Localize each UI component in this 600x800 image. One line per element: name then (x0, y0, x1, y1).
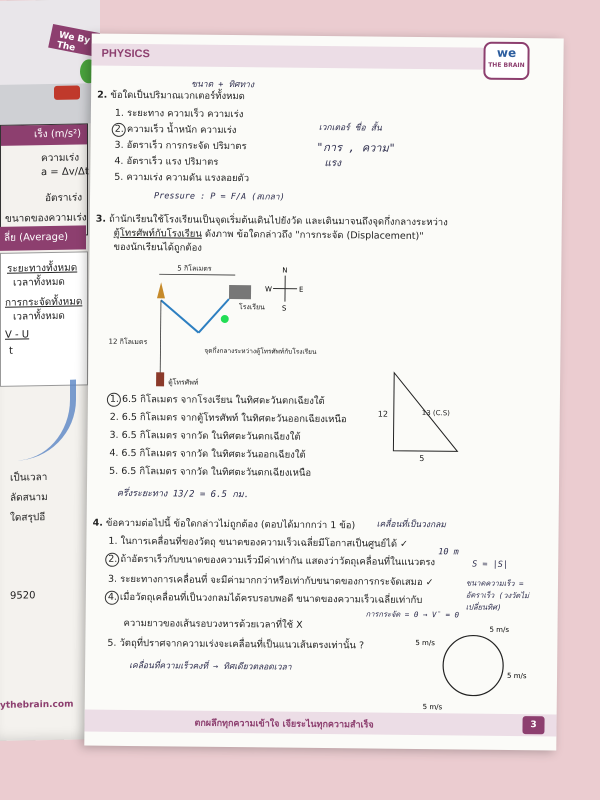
q4-option-5[interactable] (107, 638, 364, 653)
q4-circle-4 (105, 591, 119, 605)
q4-number: 4. (92, 517, 103, 529)
q2-handwritten-top: ขนาด + ทิศทาง (191, 79, 255, 91)
q4-stem (93, 518, 356, 533)
q2-opt3-text: อัตราเร็ว การกระจัด ปริมาตร (126, 139, 247, 153)
q4-stem-text: ข้อความต่อไปนี้ ข้อใดกล่าวไม่ถูกต้อง (ตอบได้มากกว่า 1 ข้อ) (105, 517, 356, 532)
circle-label-1: 5 m/s (415, 638, 435, 648)
circle-label-4: 5 m/s (489, 625, 510, 634)
q2-stem-text: ข้อใดเป็นปริมาณเวกเตอร์ทั้งหมด (110, 89, 245, 103)
q3-option-5[interactable] (109, 466, 311, 480)
q4-last-note: เคลื่อนที่ความเร็วคงที่ → ทิศเดียวตลอดเวลา (129, 660, 292, 673)
q3-number: 3. (95, 213, 107, 225)
triangle-side-b: 13 (C.S) (421, 409, 450, 418)
footer-slogan: ตกผลึกทุกความเข้าใจ เจียระไนทุกความสำเร็จ (194, 718, 374, 731)
left-table-row1: ความเร่ง (41, 152, 80, 165)
triangle-side-a: 12 (377, 409, 389, 419)
q2-opt3-num: 3. (114, 139, 124, 151)
walk-path-1 (161, 300, 199, 332)
q3-opt3-num: 3. (109, 429, 119, 441)
left-side-text3: ใดสรุปอี (10, 512, 46, 524)
q4-zero-note: การกระจัด = 0 → V̄ = 0 (365, 609, 460, 620)
circle-label-3: 5 m/s (422, 703, 443, 712)
q2-option-2[interactable] (115, 124, 237, 137)
q3-stem-line2 (114, 228, 424, 243)
q4-option-4-cont (123, 618, 302, 632)
q2-opt1-text: ระยะทาง ความเร็ว ความเร่ง (126, 107, 244, 121)
q3-map-figure (108, 260, 339, 392)
fig-mid-label: จุดกึ่งกลางระหว่างตู้โทรศัพท์กับโรงเรียน (204, 346, 317, 356)
q4-opt3-text: ระยะทางการเคลื่อนที่ จะมีค่ามากกว่าหรือเท่ากับขนาดของการกระจัดเสมอ ✓ (120, 573, 434, 589)
temple-icon (157, 282, 165, 298)
q3-distance-note: ครึ่งระยะทาง 13/2 = 6.5 กม. (116, 488, 250, 501)
q3-line2-underlined: ตู้โทรศัพท์กับโรงเรียน (113, 227, 202, 240)
q3-line2-rest: ดังภาพ ข้อใดกล่าวถึง "การกระจัด (Displacement)" (201, 228, 424, 243)
fig-school-label: โรงเรียน (238, 303, 265, 312)
q4-ds-note: S = |S| (472, 559, 509, 570)
left-table-row3: ขนาดของความเร่ง (5, 212, 87, 225)
car-illustration (54, 85, 80, 99)
q3-opt2-num: 2. (109, 411, 119, 423)
page-title: PHYSICS (101, 47, 150, 61)
left-avg-line4: เวลาทั้งหมด (13, 310, 65, 323)
q3-line1-text: ถ้านักเรียนใช้โรงเรียนเป็นจุดเริ่มต้นเดินไปยังวัด และเดินมาจนถึงจุดกึ่งกลางระหว่าง (109, 213, 448, 229)
q3-opt1-num: 1. (109, 393, 120, 405)
fig-12km-line (160, 300, 161, 384)
circle-label-2: 5 m/s (506, 671, 527, 681)
q4-opt1-num: 1. (108, 535, 118, 547)
left-side-text2: ลัดสนาม (10, 492, 48, 504)
q4-circle-diagram (415, 621, 536, 714)
q2-option-5[interactable] (114, 172, 249, 185)
left-page-banner: We By The (48, 24, 100, 59)
q4-option-2[interactable] (108, 554, 435, 569)
q2-opt5-num: 5. (114, 171, 124, 183)
q2-opt2-text: ความเร็ว น้ำหนัก ความเร่ง (126, 123, 237, 137)
q3-opt3-text: 6.5 กิโลเมตร จากวัด ในทิศตะวันตกเฉียงใต้ (121, 429, 301, 443)
left-table-row2: อัตราเร่ง (45, 192, 83, 205)
q2-pressure-note: Pressure : P = F/A (สเกลา) (153, 191, 285, 203)
q4-option-4[interactable] (108, 592, 423, 607)
compass-n: N (282, 266, 288, 275)
q4-opt5-num: 5. (107, 637, 117, 649)
motion-circle (443, 635, 504, 696)
q2-opt4-num: 4. (114, 155, 124, 167)
q2-note-3: แรง (324, 157, 342, 170)
q4-option-1[interactable] (108, 536, 408, 551)
q4-opt2-text: ถ้าอัตราเร็วกับขนาดของความเร็วมีค่าเท่ากัน แสดงว่าวัตถุเคลื่อนที่ในแนวตรง (120, 553, 436, 569)
q2-opt2-num: 2. (114, 123, 124, 135)
q3-opt5-num: 5. (109, 465, 119, 477)
q2-note-2: "การ , ความ" (316, 140, 396, 155)
q3-opt4-num: 4. (109, 447, 119, 459)
left-avg-line3: การกระจัดทั้งหมด (5, 296, 83, 309)
road-illustration (0, 83, 100, 125)
left-table-formula: a = Δv/Δt (41, 166, 89, 179)
left-footer-url: ythebrain.com (0, 699, 74, 711)
left-page-table (0, 123, 88, 237)
q4-opt5-text: วัตถุที่ปราศจากความเร่งจะเคลื่อนที่เป็นแนวเส้นตรงเท่านั้น ? (119, 637, 365, 652)
q2-opt1-num: 1. (114, 107, 125, 119)
left-side-text4: 9520 (10, 590, 36, 602)
q3-stem-line1 (96, 214, 448, 230)
q4-opt4-text: เมื่อวัตถุเคลื่อนที่เป็นวงกลมได้ครบรอบพอดี ขนาดของความเร็วเฉลี่ยเท่ากับ (119, 591, 423, 607)
q3-option-4[interactable] (109, 448, 305, 462)
q4-circle-2 (105, 553, 119, 567)
left-average-heading: ลี่ย (Average) (0, 225, 86, 251)
q3-opt4-text: 6.5 กิโลเมตร จากวัด ในทิศตะวันออกเฉียงใต้ (121, 447, 306, 461)
q4-10m-note: 10 m (438, 547, 459, 558)
q3-hand-triangle (373, 365, 484, 466)
q2-stem (97, 90, 245, 104)
fig-12km-label: 12 กิโลเมตร (108, 337, 148, 347)
phone-booth-icon (156, 372, 164, 386)
q4-option-3[interactable] (108, 574, 434, 589)
q2-opt4-text: อัตราเร็ว แรง ปริมาตร (126, 155, 219, 168)
compass-e: E (299, 285, 304, 294)
q4-side-note: ขนาดความเร็ว = อัตราเร็ว (วงวัดไม่เปลี่ยนทิศ) (465, 578, 530, 612)
left-side-text1: เป็นเวลา (10, 472, 48, 484)
q3-opt1-text: 6.5 กิโลเมตร จากโรงเรียน ในทิศตะวันตกเฉียงใต้ (121, 393, 325, 408)
fig-phone-label: ตู้โทรศัพท์ (168, 378, 199, 387)
school-icon (229, 285, 251, 299)
compass-s: S (281, 304, 287, 313)
logo-mark: we (496, 45, 517, 60)
q2-option-4[interactable] (114, 156, 218, 169)
q3-stem-line3: ของนักเรียนได้ถูกต้อง (113, 241, 203, 254)
left-decor-swirl (0, 380, 76, 461)
compass-w: W (265, 285, 273, 294)
fig-5km-arrow (159, 274, 235, 275)
q3-opt2-text: 6.5 กิโลเมตร จากตู้โทรศัพท์ ในทิศตะวันออกเฉียงเหนือ (121, 411, 347, 426)
q2-opt5-text: ความเร่ง ความดัน แรงลอยตัว (126, 171, 250, 185)
q2-answer-circle (112, 123, 126, 137)
left-avg-line1: ระยะทางทั้งหมด (7, 262, 78, 275)
q4-handwritten-top: เคลื่อนที่เป็นวงกลม (376, 519, 446, 531)
left-average-box (0, 251, 88, 387)
q3-option-3[interactable] (109, 430, 300, 444)
page-number: 3 (522, 716, 544, 734)
page-footer (84, 710, 556, 737)
student-icon (221, 315, 229, 323)
left-avg-line6: t (9, 345, 13, 357)
brand-logo (483, 42, 529, 80)
q3-opt5-text: 6.5 กิโลเมตร จากวัด ในทิศตะวันตกเฉียงเหนือ (121, 465, 312, 479)
q3-option-1[interactable] (110, 394, 325, 408)
q4-opt2-num: 2. (108, 553, 118, 565)
triangle-side-c: 5 (419, 454, 425, 464)
left-table-header: เร็ง (m/s²) (1, 124, 87, 146)
q4-opt1-text: ในการเคลื่อนที่ของวัตถุ ขนาดของความเร็วเฉลี่ยมีโอกาสเป็นศูนย์ได้ ✓ (120, 535, 409, 550)
q3-option-2[interactable] (110, 412, 347, 426)
q4-opt4-cont-text: ความยาวของเส้นรอบวงหารด้วยเวลาที่ใช้ X (123, 617, 303, 631)
q4-opt3-num: 3. (107, 573, 118, 585)
logo-subtitle: THE BRAIN (488, 61, 525, 70)
left-avg-line5: V - U (5, 329, 30, 341)
page-header-band (91, 44, 491, 70)
q4-opt4-num: 4. (107, 591, 117, 603)
fig-5km-label: 5 กิโลเมตร (177, 264, 212, 273)
q3-answer-circle (107, 393, 121, 407)
q2-option-1[interactable] (115, 108, 244, 121)
q2-note-1: เวกเตอร์ ชื่อ สั้น (318, 122, 382, 134)
left-avg-line2: เวลาทั้งหมด (13, 276, 65, 289)
q2-number: 2. (97, 89, 108, 101)
worksheet-page (84, 34, 563, 751)
q2-option-3[interactable] (115, 140, 247, 153)
